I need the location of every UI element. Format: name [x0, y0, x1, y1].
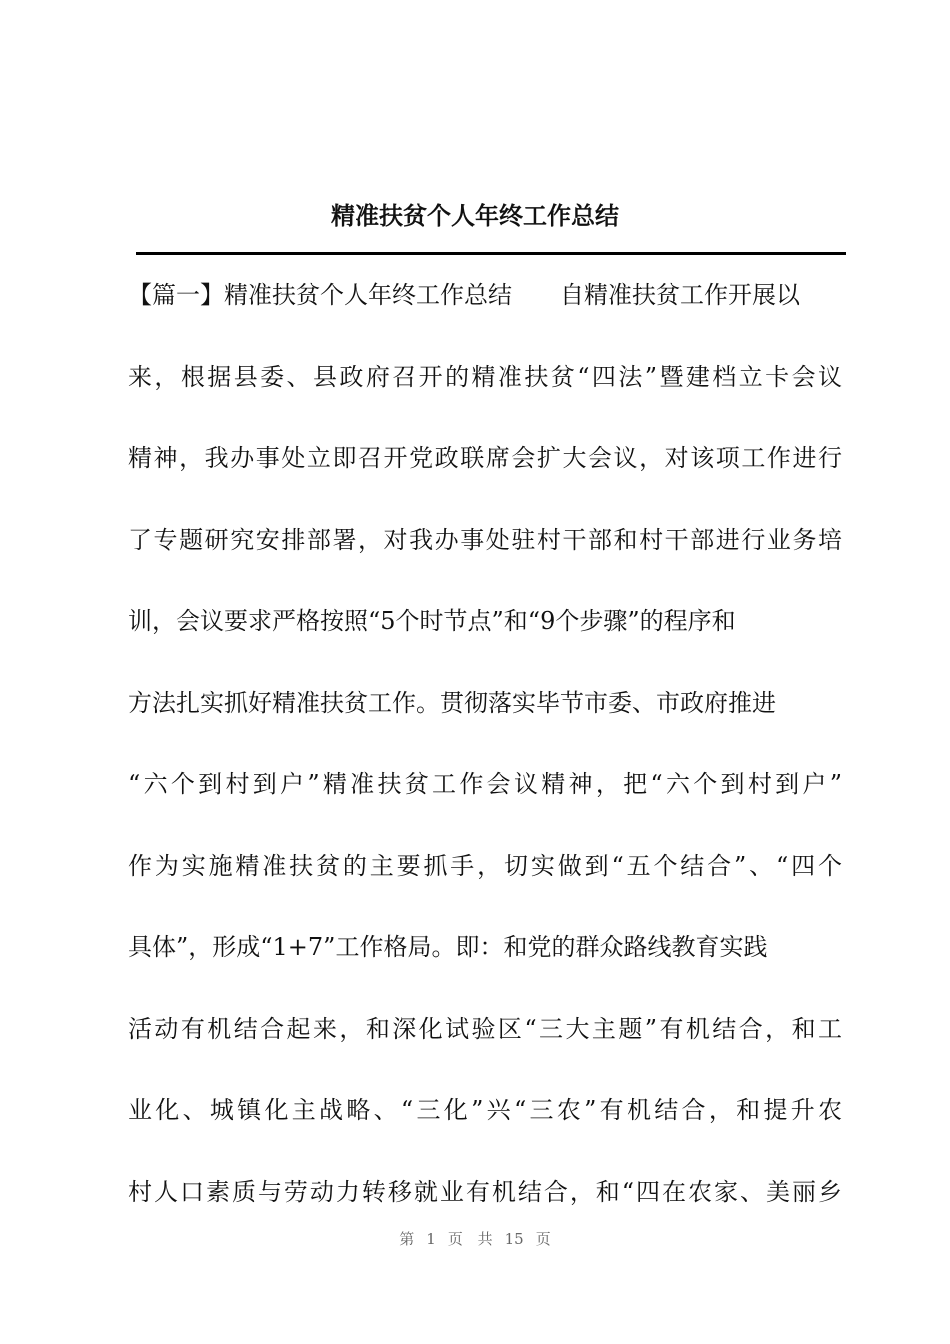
title-divider	[136, 252, 846, 255]
footer-current-page: 1	[426, 1230, 436, 1248]
body-line-3: 精神，我办事处立即召开党政联席会扩大会议，对该项工作进行	[128, 444, 842, 472]
footer-total-pages: 15	[504, 1230, 524, 1248]
body-line-7: “六个到村到户”精准扶贫工作会议精神，把“六个到村到户”	[128, 770, 842, 798]
body-line-5: 训，会议要求严格按照“5个时节点”和“9个步骤”的程序和	[128, 607, 736, 635]
page-footer	[0, 1228, 950, 1249]
body-line-9: 具体”，形成“1+7”工作格局。即：和党的群众路线教育实践	[128, 933, 768, 961]
footer-prefix: 第	[399, 1230, 415, 1248]
body-line-6: 方法扎实抓好精准扶贫工作。贯彻落实毕节市委、市政府推进	[128, 688, 776, 717]
body-line-4: 了专题研究安排部署，对我办事处驻村干部和村干部进行业务培	[128, 525, 842, 554]
body-line-10: 活动有机结合起来，和深化试验区“三大主题”有机结合，和工	[128, 1014, 842, 1043]
body-line-12: 村人口素质与劳动力转移就业有机结合，和“四在农家、美丽乡	[128, 1177, 842, 1206]
footer-middle: 页 共	[447, 1230, 493, 1248]
body-line-1: 【篇一】精准扶贫个人年终工作总结 自精准扶贫工作开展以	[128, 281, 800, 309]
body-line-2: 来，根据县委、县政府召开的精准扶贫“四法”暨建档立卡会议	[128, 362, 842, 391]
body-line-8: 作为实施精准扶贫的主要抓手，切实做到“五个结合”、“四个	[128, 851, 842, 880]
body-line-11: 业化、城镇化主战略、“三化”兴“三农”有机结合，和提升农	[128, 1096, 842, 1124]
document-title: 精准扶贫个人年终工作总结	[331, 202, 619, 230]
document-body	[128, 272, 842, 1250]
footer-suffix: 页	[535, 1230, 551, 1248]
